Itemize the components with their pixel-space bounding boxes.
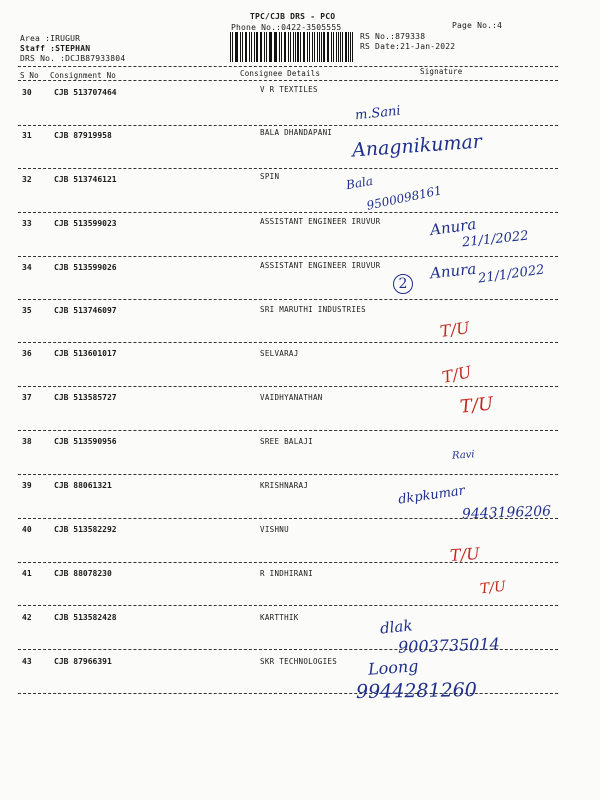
handwritten-signature: Ravi xyxy=(451,449,475,462)
barcode-bar xyxy=(312,32,313,62)
handwritten-date: 21/1/2022 xyxy=(477,262,546,287)
row-sno: 39 xyxy=(22,481,32,490)
barcode-bar xyxy=(266,32,267,62)
row-consignment: CJB 513590956 xyxy=(54,437,117,446)
row-consignee: VAIDHYANATHAN xyxy=(260,393,323,402)
row-sno: 38 xyxy=(22,437,32,446)
barcode-bar xyxy=(235,32,236,62)
barcode-bar xyxy=(293,32,294,62)
barcode-bar xyxy=(261,32,262,62)
handwritten-signature: dlak xyxy=(379,616,414,638)
row-sno: 31 xyxy=(22,131,32,140)
row-consignment: CJB 513601017 xyxy=(54,349,117,358)
barcode-bar xyxy=(327,32,328,62)
row-sno: 34 xyxy=(22,263,32,272)
row-consignee: SPIN xyxy=(260,172,280,181)
row-consignee: SKR TECHNOLOGIES xyxy=(260,657,338,666)
barcode-bar xyxy=(230,32,231,62)
divider xyxy=(18,80,558,81)
barcode-bar xyxy=(297,32,299,62)
row-consignee: BALA DHANDAPANI xyxy=(260,128,333,137)
row-consignee: VISHNU xyxy=(260,525,289,534)
handwritten-date: 21/1/2022 xyxy=(461,228,530,251)
barcode-bar xyxy=(352,32,353,62)
barcode-bar xyxy=(321,32,322,62)
barcode-bar xyxy=(338,32,339,62)
row-consignment: CJB 513582428 xyxy=(54,613,117,622)
barcode-bar xyxy=(328,32,329,62)
row-divider xyxy=(18,474,558,475)
barcode-bar xyxy=(307,32,308,62)
barcode-bar xyxy=(295,32,296,62)
column-header-signature: Signature xyxy=(420,67,463,76)
barcode-bar xyxy=(323,32,325,62)
barcode-bar xyxy=(345,32,347,62)
tu-mark: T/U xyxy=(440,362,474,387)
rs-number: RS No.:879338 xyxy=(360,32,426,41)
tu-mark: T/U xyxy=(479,578,507,598)
barcode-bar xyxy=(350,32,351,62)
row-sno: 35 xyxy=(22,306,32,315)
barcode-bar xyxy=(256,32,258,62)
barcode-bar xyxy=(331,32,332,62)
row-consignee: SELVARAJ xyxy=(260,349,299,358)
barcode-bar xyxy=(309,32,310,62)
handwritten-signature: Anura xyxy=(428,214,478,240)
barcode-bar xyxy=(254,32,255,62)
row-sno: 33 xyxy=(22,219,32,228)
row-consignment: CJB 87966391 xyxy=(54,657,112,666)
handwritten-phone: 9944281260 xyxy=(355,678,478,704)
column-header-consignment: Consignment No xyxy=(50,71,117,80)
phone-number: Phone No.:0422-3505555 xyxy=(231,23,342,32)
row-divider xyxy=(18,168,558,169)
rs-date: RS Date:21-Jan-2022 xyxy=(360,42,456,51)
barcode-bar xyxy=(275,32,277,62)
row-sno: 41 xyxy=(22,569,32,578)
row-sno: 32 xyxy=(22,175,32,184)
barcode-bar xyxy=(288,32,289,62)
barcode-bar xyxy=(342,32,343,62)
handwritten-signature: m.Sani xyxy=(354,103,402,124)
barcode-bar xyxy=(285,32,286,62)
barcode-bar xyxy=(348,32,349,62)
barcode-bar xyxy=(319,32,320,62)
handwritten-signature: Bala xyxy=(344,173,374,193)
circled-number: 2 xyxy=(393,274,413,294)
tu-mark: T/U xyxy=(449,543,481,566)
barcode-bar xyxy=(236,32,237,62)
barcode-bar xyxy=(340,32,341,62)
barcode-bar xyxy=(317,32,318,62)
handwritten-signature: dkpkumar xyxy=(397,483,466,508)
row-consignment: CJB 513599023 xyxy=(54,219,117,228)
row-consignee: SRI MARUTHI INDUSTRIES xyxy=(260,305,366,314)
handwritten-phone: 9443196206 xyxy=(461,503,552,523)
barcode-bar xyxy=(303,32,304,62)
row-divider xyxy=(18,212,558,213)
barcode-bar xyxy=(264,32,265,62)
handwritten-phone: 9500098161 xyxy=(365,183,443,213)
barcode-bar xyxy=(304,32,305,62)
row-consignee: KARTTHIK xyxy=(260,613,299,622)
barcode-bar xyxy=(284,32,285,62)
handwritten-signature: Loong xyxy=(367,656,420,679)
row-consignment: CJB 87919958 xyxy=(54,131,112,140)
barcode-bar xyxy=(249,32,250,62)
handwritten-signature: Anagnikumar xyxy=(351,130,483,162)
tu-mark: T/U xyxy=(458,393,495,418)
row-consignment: CJB 88061321 xyxy=(54,481,112,490)
row-divider xyxy=(18,430,558,431)
row-consignee: ASSISTANT ENGINEER IRUVUR xyxy=(260,217,381,226)
handwritten-phone: 9003735014 xyxy=(397,634,501,657)
row-sno: 43 xyxy=(22,657,32,666)
row-sno: 30 xyxy=(22,88,32,97)
page-number: Page No.:4 xyxy=(452,21,503,30)
row-divider xyxy=(18,299,558,300)
barcode-bar xyxy=(260,32,261,62)
barcode-bar xyxy=(274,32,275,62)
barcode-bar xyxy=(290,32,291,62)
barcode-bar xyxy=(269,32,270,62)
row-consignee: V R TEXTILES xyxy=(260,85,318,94)
barcode-bar xyxy=(270,32,271,62)
row-consignee: SREE BALAJI xyxy=(260,437,313,446)
barcode-bar xyxy=(245,32,246,62)
column-header-sno: S No xyxy=(20,71,39,80)
row-consignment: CJB 513599026 xyxy=(54,263,117,272)
row-divider xyxy=(18,256,558,257)
area-field: Area :IRUGUR xyxy=(20,34,81,43)
barcode-bar xyxy=(333,32,334,62)
row-consignee: ASSISTANT ENGINEER IRUVUR xyxy=(260,261,381,270)
divider xyxy=(18,66,558,67)
row-divider xyxy=(18,693,558,694)
row-consignment: CJB 88078230 xyxy=(54,569,112,578)
barcode-bar xyxy=(279,32,280,62)
row-divider xyxy=(18,342,558,343)
row-sno: 42 xyxy=(22,613,32,622)
column-header-consignee: Consignee Details xyxy=(240,69,321,78)
row-consignment: CJB 513582292 xyxy=(54,525,117,534)
barcode-bar xyxy=(281,32,282,62)
row-sno: 36 xyxy=(22,349,32,358)
row-consignee: R INDHIRANI xyxy=(260,569,313,578)
row-consignment: CJB 513707464 xyxy=(54,88,117,97)
document-title: TPC/CJB DRS - PCO xyxy=(250,12,336,21)
barcode-bar xyxy=(246,32,247,62)
barcode-bar xyxy=(314,32,315,62)
row-divider xyxy=(18,125,558,126)
barcode-bar xyxy=(242,32,243,62)
staff-field: Staff :STEPHAN xyxy=(20,44,91,53)
tu-mark: T/U xyxy=(438,318,471,341)
barcode-bar xyxy=(232,32,233,62)
row-divider xyxy=(18,605,558,606)
drs-number: DRS No. :DCJB87933804 xyxy=(20,54,126,63)
row-consignment: CJB 513585727 xyxy=(54,393,117,402)
row-divider xyxy=(18,386,558,387)
barcode-bar xyxy=(336,32,337,62)
barcode-bar xyxy=(240,32,242,62)
row-sno: 37 xyxy=(22,393,32,402)
barcode-bar xyxy=(300,32,301,62)
row-consignment: CJB 513746121 xyxy=(54,175,117,184)
handwritten-signature: Anura xyxy=(429,259,478,283)
row-sno: 40 xyxy=(22,525,32,534)
barcode-bar xyxy=(251,32,252,62)
row-consignee: KRISHNARAJ xyxy=(260,481,309,490)
barcode xyxy=(230,32,355,62)
row-consignment: CJB 513746097 xyxy=(54,306,117,315)
